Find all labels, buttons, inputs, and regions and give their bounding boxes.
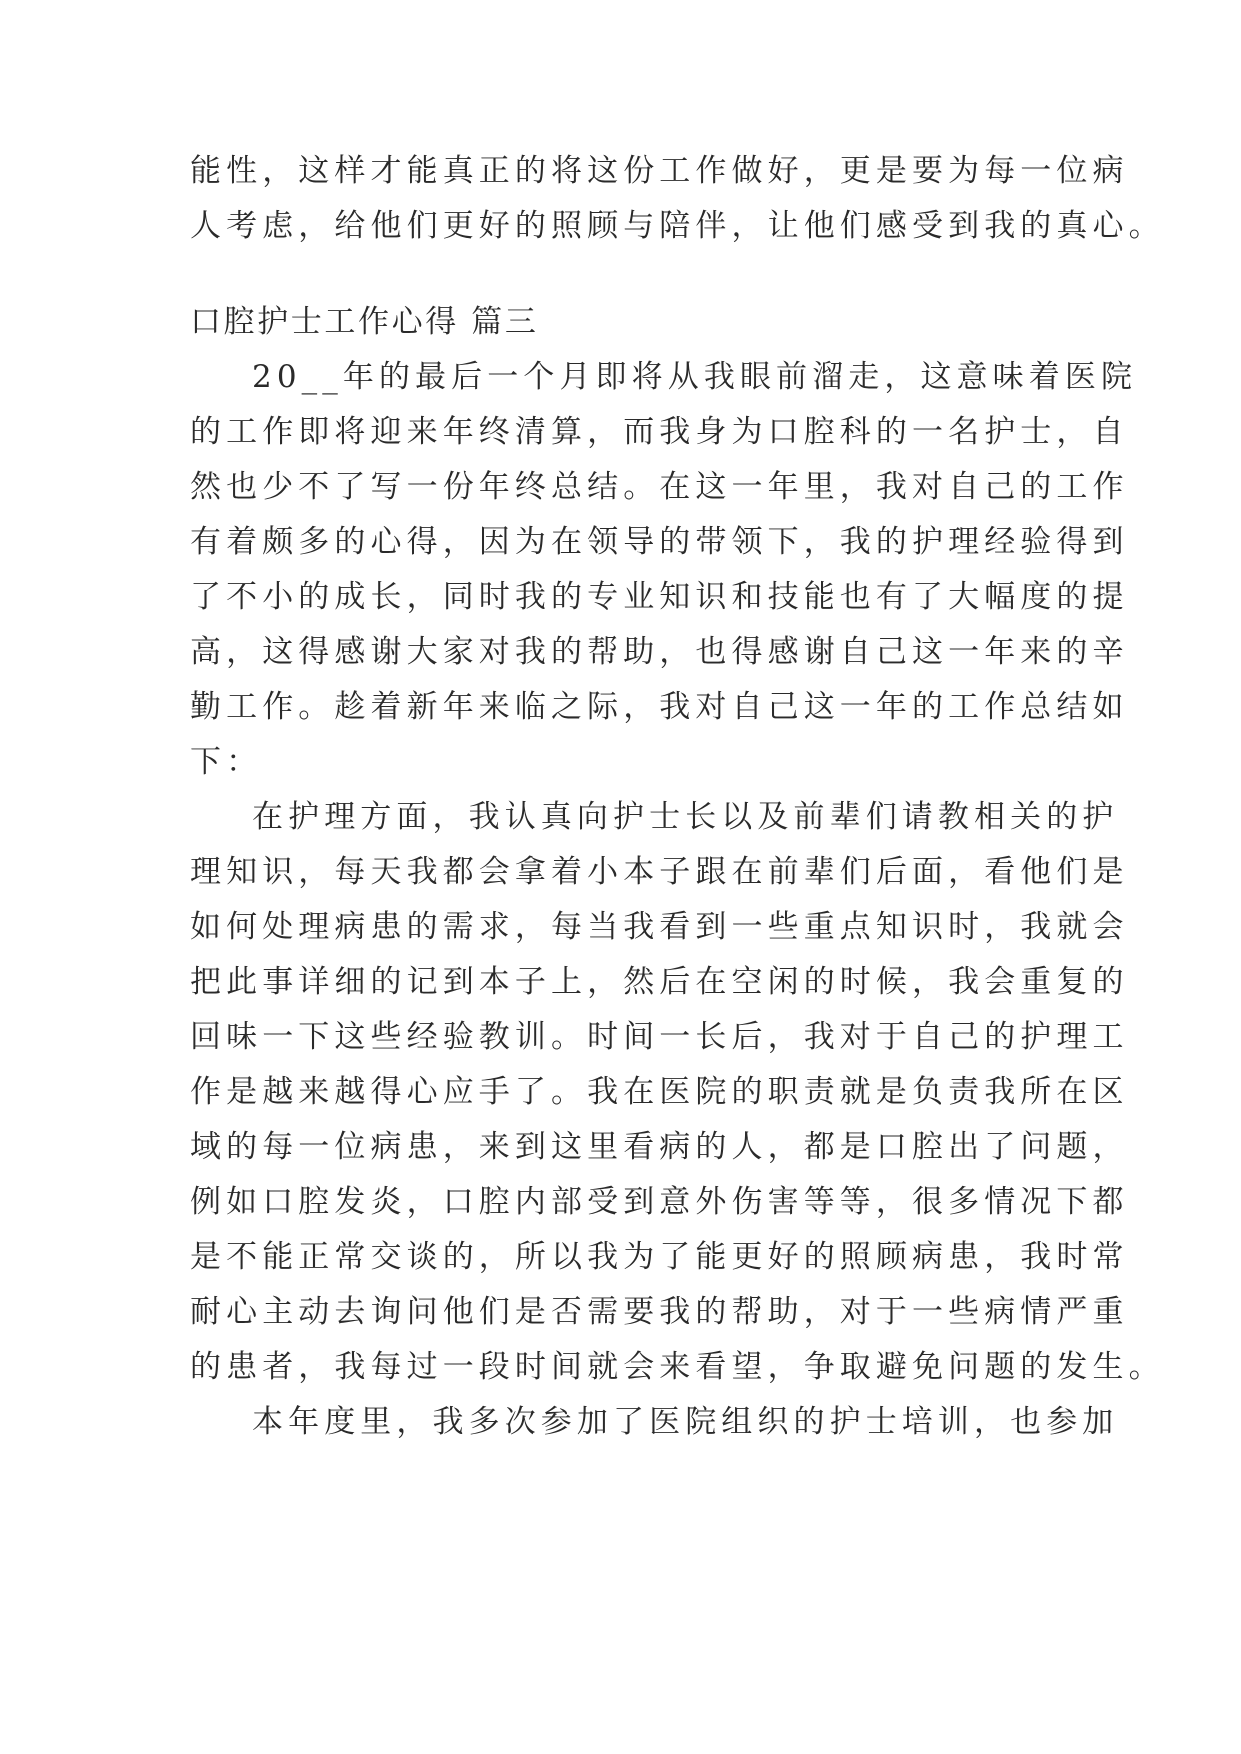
paragraph-line: 然也少不了写一份年终总结。在这一年里，我对自己的工作: [190, 469, 1129, 505]
paragraph-line: 把此事详细的记到本子上，然后在空闲的时候，我会重复的: [190, 964, 1129, 1000]
paragraph-line: 有着颇多的心得，因为在领导的带领下，我的护理经验得到: [190, 524, 1129, 560]
paragraph-line: 勤工作。趁着新年来临之际，我对自己这一年的工作总结如: [190, 689, 1129, 725]
section-title: 口腔护士工作心得 篇三: [190, 304, 539, 340]
paragraph-line: 高，这得感谢大家对我的帮助，也得感谢自己这一年来的辛: [190, 634, 1129, 670]
paragraph-line: 如何处理病患的需求，每当我看到一些重点知识时，我就会: [190, 909, 1129, 945]
paragraph-line: 域的每一位病患，来到这里看病的人，都是口腔出了问题，: [190, 1129, 1129, 1165]
paragraph-line: 回味一下这些经验教训。时间一长后，我对于自己的护理工: [190, 1019, 1129, 1055]
paragraph-line: 作是越来越得心应手了。我在医院的职责就是负责我所在区: [190, 1074, 1129, 1110]
paragraph-line: 了不小的成长，同时我的专业知识和技能也有了大幅度的提: [190, 579, 1129, 615]
paragraph-line: 下：: [190, 744, 263, 780]
paragraph-line: 耐心主动去询问他们是否需要我的帮助，对于一些病情严重: [190, 1294, 1129, 1330]
paragraph-line: 例如口腔发炎，口腔内部受到意外伤害等等，很多情况下都: [190, 1184, 1129, 1220]
intro-line: 人考虑，给他们更好的照顾与陪伴，让他们感受到我的真心。: [190, 208, 1165, 244]
paragraph-line: 20__年的最后一个月即将从我眼前溜走，这意味着医院: [252, 359, 1138, 395]
paragraph-line: 在护理方面，我认真向护士长以及前辈们请教相关的护: [252, 799, 1119, 835]
paragraph-line: 的患者，我每过一段时间就会来看望，争取避免问题的发生。: [190, 1349, 1165, 1385]
paragraph-line: 理知识，每天我都会拿着小本子跟在前辈们后面，看他们是: [190, 854, 1129, 890]
paragraph-line: 本年度里，我多次参加了医院组织的护士培训，也参加: [252, 1404, 1119, 1440]
paragraph-line: 是不能正常交谈的，所以我为了能更好的照顾病患，我时常: [190, 1239, 1129, 1275]
paragraph-line: 的工作即将迎来年终清算，而我身为口腔科的一名护士，自: [190, 414, 1129, 450]
intro-line: 能性，这样才能真正的将这份工作做好，更是要为每一位病: [190, 153, 1129, 189]
